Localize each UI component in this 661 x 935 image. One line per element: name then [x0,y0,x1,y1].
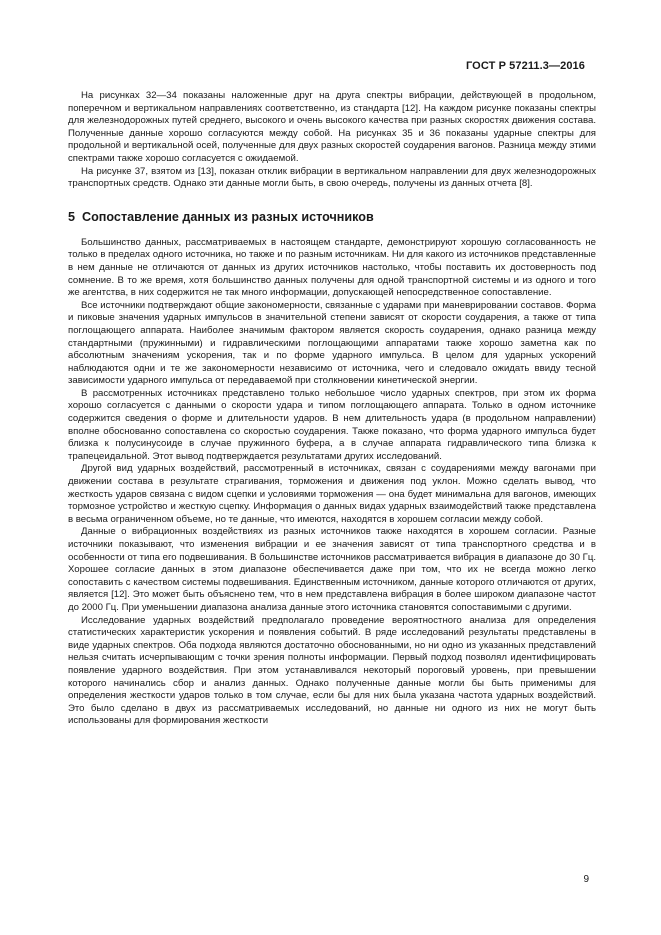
section-number: 5 [68,209,76,224]
section-title: Сопоставление данных из разных источников [82,209,374,224]
paragraph: Другой вид ударных воздействий, рассмотренный в источниках, связан с соударениями между вагонами при движении состава в результате страгивания, торможения и движения под уклон. Можно сделать вывод, что жесткость ударов связана с видом сцепки и условиями торможения — она будет минимальна для вагонов, имеющих тормозное устройство и жесткую сцепку. Информация о данных видах ударных взаимодействий также представлена в весьма ограниченном объеме, но те данные, что имеются, находятся в хорошем согласии между собой. [68,463,596,525]
standard-id-header: ГОСТ Р 57211.3—2016 [465,60,585,72]
paragraph: На рисунке 37, взятом из [13], показан отклик вибрации в вертикальном направлении для двух железнодорожных транспортных средств. Однако эти данные могли быть, в свою очередь, получены из данных отчета [8]. [68,165,596,190]
page-number: 9 [583,874,589,885]
paragraph: Все источники подтверждают общие закономерности, связанные с ударами при маневрировании составов. Форма и пиковые значения ударных импульсов в значительной степени зависят от скорости соударения, а также от типа поглощающего аппарата. Наиболее значимым фактором является скорость соударения, однако разница между стандартными (пружинными) и гидравлическими поглощающими аппаратами также хорошо заметна как по абсолютным значениям ускорения, так и по форме ударного импульса. В целом для ударных ускорений наблюдаются одни и те же закономерности независимо от источника, чего и следовало ожидать ввиду тесной зависимости ударного импульса от передаваемой при столкновении кинетической энергии. [68,299,596,387]
paragraph: Большинство данных, рассматриваемых в настоящем стандарте, демонстрируют хорошую согласованность не только в пределах одного источника, но также и по разным источникам. Ни для какого из источников представленные в нем данные не отличаются от данных из других источников настолько, чтобы поставить их достоверность под сомнение. В то же время, хотя большинство данных получены для одной транспортной системы и из одного и того же агентства, в них содержится не так много информации, допускающей непосредственное сопоставление. [68,236,596,299]
section-heading [68,210,596,225]
document-body [68,90,596,728]
paragraph: В рассмотренных источниках представлено только небольшое число ударных спектров, при этом их форма хорошо согласуется с данными о скорости удара и типом поглощающего аппарата. Только в одном источнике содержится сведения о форме и длительности ударов. В нем длительность удара (в продольном направлении) вполне обоснованно сопоставлена со скоростью соударения. Также показано, что форма ударного импульса будет близка к полусинусоиде в случае пружинного буфера, а в случае аппарата гидравлического типа близка к трапецеидальной. Этот вывод подтверждается результатами других исследований. [68,387,596,462]
paragraph: На рисунках 32—34 показаны наложенные друг на друга спектры вибрации, действующей в продольном, поперечном и вертикальном направлениях соответственно, из стандарта [12]. На каждом рисунке показаны спектры для железнодорожных путей среднего, высокого и очень высокого качества при разных скоростях движения состава. Полученные данные хорошо согласуются между собой. На рисунках 35 и 36 показаны ударные спектры для продольной и вертикальной осей, полученные для двух разных скоростей соударения вагонов. Разница между этими спектрами также хорошо согласуется с ожидаемой. [68,90,596,164]
paragraph: Данные о вибрационных воздействиях из разных источников также находятся в хорошем согласии. Разные источники показывают, что изменения вибрации и ее значения зависят от типа транспортного средства и в особенности от типа его подвешивания. В большинстве источников рассматривается вибрация в диапазоне до 30 Гц. Хорошее согласие данных в этом диапазоне обеспечивается даже при том, что их не всегда можно легко сопоставить с качеством системы подвешивания. Единственным источником, данные которого отличаются от других, является [12]. Это может быть объяснено тем, что в нем представлена вибрация в более широком диапазоне частот до 2000 Гц. При уменьшении диапазона анализа данные этого источника становятся сопоставимыми с другими. [68,526,596,613]
paragraph: Исследование ударных воздействий предполагало проведение вероятностного анализа для определения статистических характеристик ускорения и появления событий. В ряде исследований результаты представлены в виде ударных спектров. Оба подхода являются достаточно обоснованными, но ни одно из указанных представлений нельзя считать исчерпывающим с точки зрения полноты информации. Первый подход позволял идентифицировать появление ударного воздействия. При этом устанавливался некоторый пороговый уровень, при превышении которого начинались сбор и анализ данных. Однако полученные данные могли бы быть применимы для определения жесткости ударов только в том случае, если бы для них была указана частота ударных воздействий. Это было сделано в двух из рассматриваемых исследований, но данные ни одного из них не могут быть использованы для формирования жесткости [68,614,596,727]
